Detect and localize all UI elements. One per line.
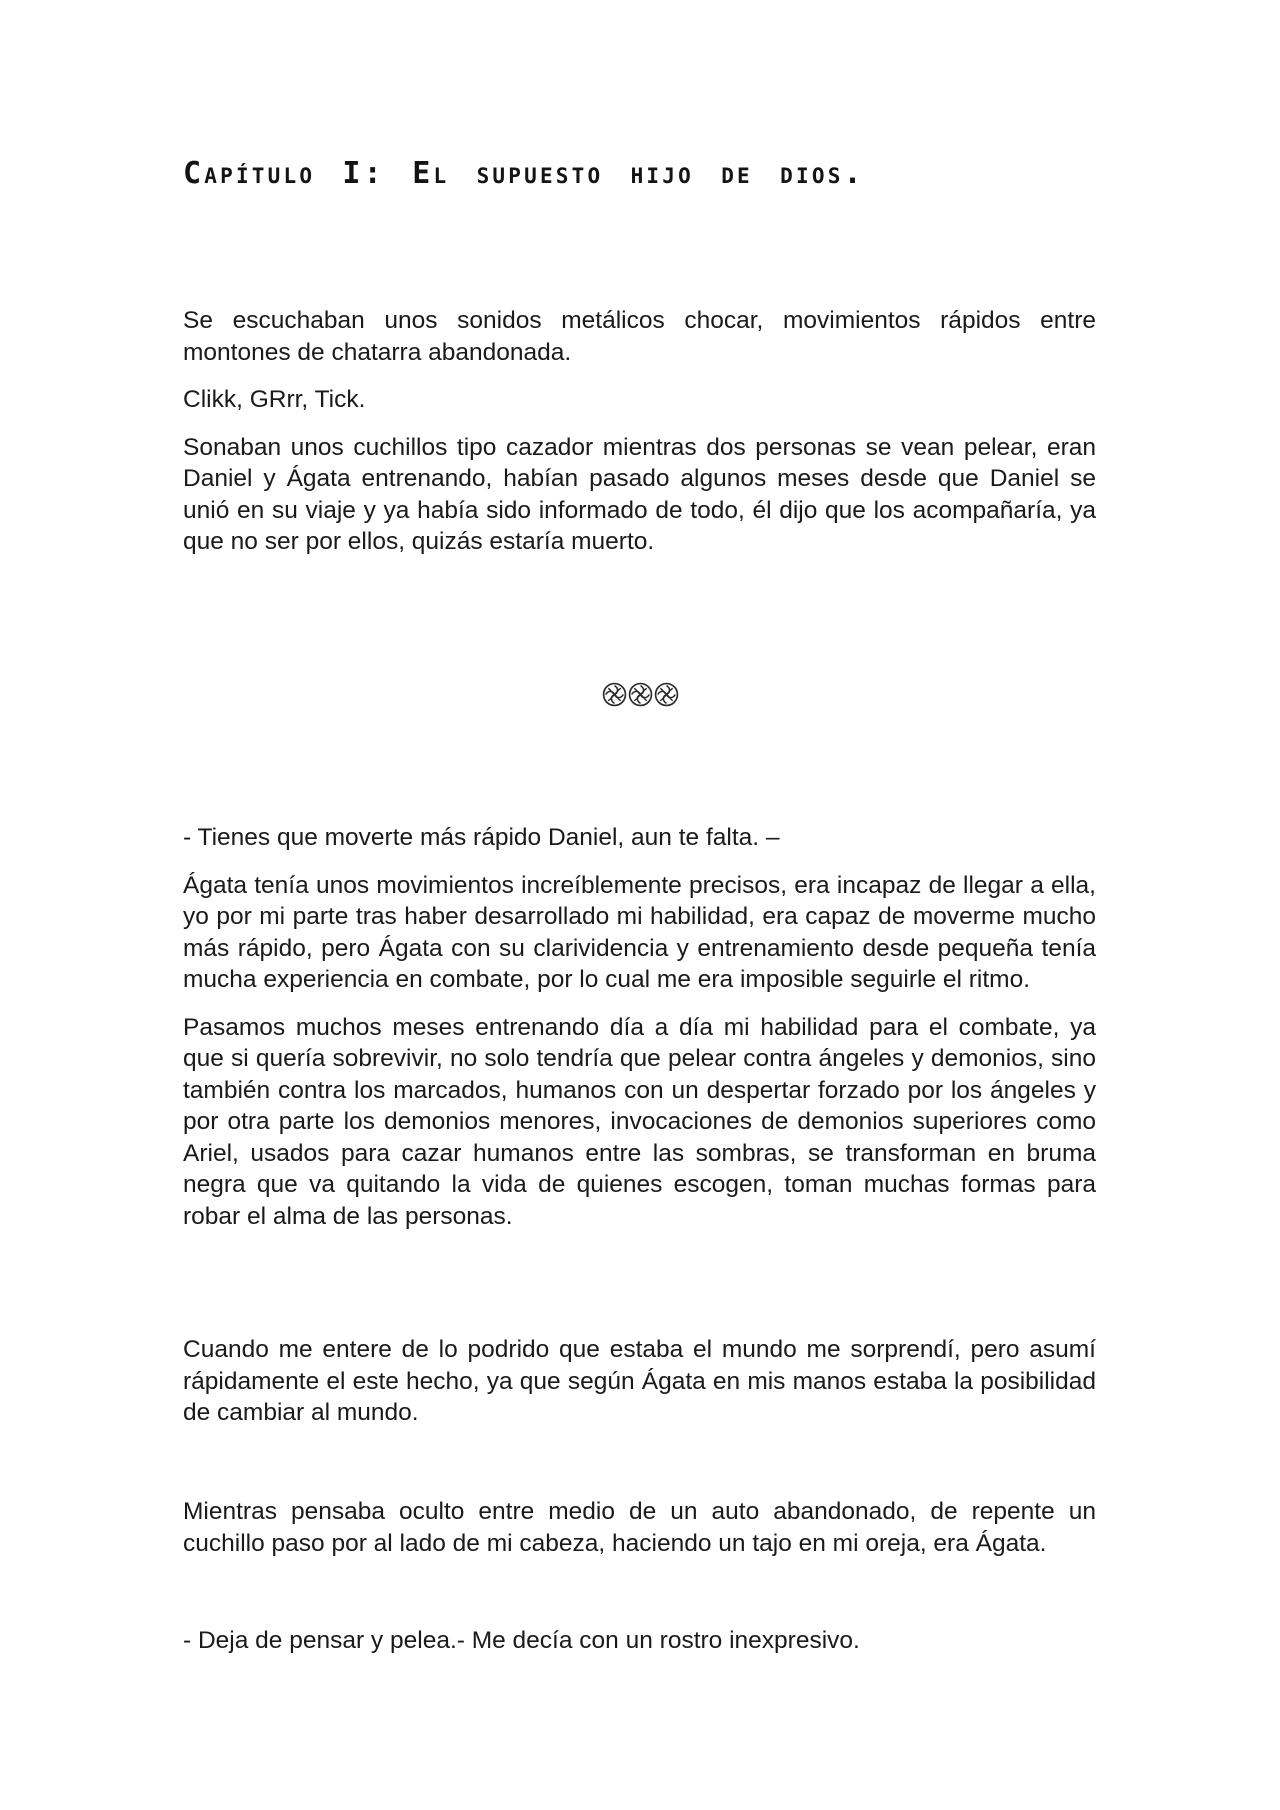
- paragraph: Pasamos muchos meses entrenando día a día mi habilidad para el combate, ya que si quería sobrevivir, no solo tendría que pelear contra ángeles y demonios, sino también contra los marcados, humanos con un despertar forzado por los ángeles y por otra parte los demonios menores, invocaciones de demonios superiores como Ariel, usados para cazar humanos entre las sombras, se transforman en bruma negra que va quitando la vida de quienes escogen, toman muchas formas para robar el alma de las personas.: [183, 1013, 1096, 1230]
- paragraph: - Deja de pensar y pelea.- Me decía con un rostro inexpresivo.: [183, 1627, 860, 1654]
- swirl-ornament-icon: [602, 682, 627, 707]
- section-divider-ornament: [600, 679, 680, 709]
- paragraph: - Tienes que moverte más rápido Daniel, aun te falta. –: [183, 824, 780, 851]
- ambush-section: [183, 1496, 1096, 1559]
- paragraph: Ágata tenía unos movimientos increíblemente precisos, era incapaz de llegar a ella, yo por mi parte tras haber desarrollado mi habilidad, era capaz de moverme mucho más rápido, pero Ágata con su clarividencia y entrenamiento desde pequeña tenía mucha experiencia en combate, por lo cual me era imposible seguirle el ritmo.: [183, 871, 1096, 993]
- intro-section: [183, 305, 1096, 558]
- realization-section: [183, 1334, 1096, 1429]
- paragraph: Mientras pensaba oculto entre medio de un auto abandonado, de repente un cuchillo paso por al lado de mi cabeza, haciendo un tajo en mi oreja, era Ágata.: [183, 1498, 1096, 1557]
- paragraph: Clikk, GRrr, Tick.: [183, 386, 366, 413]
- dialogue-section: [183, 1625, 1096, 1657]
- training-section: [183, 822, 1096, 1232]
- chapter-title: Capítulo I: El supuesto hijo de dios.: [183, 156, 865, 191]
- paragraph: Sonaban unos cuchillos tipo cazador mientras dos personas se vean pelear, eran Daniel y Ágata entrenando, habían pasado algunos meses desde que Daniel se unió en su viaje y ya había sido informado de todo, él dijo que los acompañaría, ya que no ser por ellos, quizás estaría muerto.: [183, 433, 1096, 555]
- paragraph: Cuando me entere de lo podrido que estaba el mundo me sorprendí, pero asumí rápidamente el este hecho, ya que según Ágata en mis manos estaba la posibilidad de cambiar al mundo.: [183, 1336, 1096, 1426]
- swirl-ornament-icon: [654, 682, 679, 707]
- paragraph: Se escuchaban unos sonidos metálicos chocar, movimientos rápidos entre montones de chatarra abandonada.: [183, 307, 1096, 366]
- swirl-ornament-icon: [628, 682, 653, 707]
